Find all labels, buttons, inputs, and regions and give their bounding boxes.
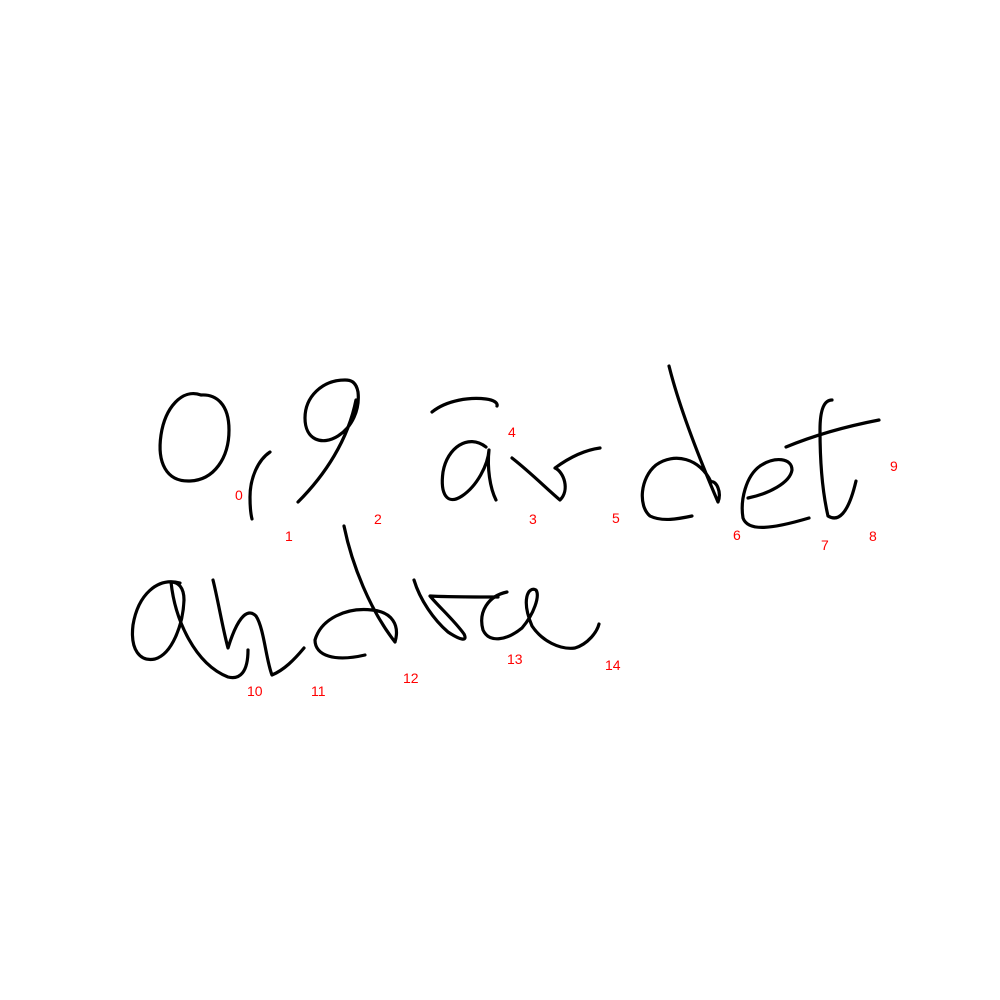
stroke-label-5: 5 [612, 510, 620, 526]
stroke-label-9: 9 [890, 458, 898, 474]
stroke-label-13: 13 [507, 651, 523, 667]
stroke-label-4: 4 [508, 424, 516, 440]
stroke-label-7: 7 [821, 537, 829, 553]
stroke-label-8: 8 [869, 528, 877, 544]
stroke-label-2: 2 [374, 511, 382, 527]
stroke-label-11: 11 [311, 683, 326, 699]
stroke-label-0: 0 [235, 487, 243, 503]
stroke-label-1: 1 [285, 528, 293, 544]
stroke-label-6: 6 [733, 527, 741, 543]
stroke-label-10: 10 [247, 683, 263, 699]
stroke-label-12: 12 [403, 670, 419, 686]
stroke-label-14: 14 [605, 657, 621, 673]
stroke-label-3: 3 [529, 511, 537, 527]
